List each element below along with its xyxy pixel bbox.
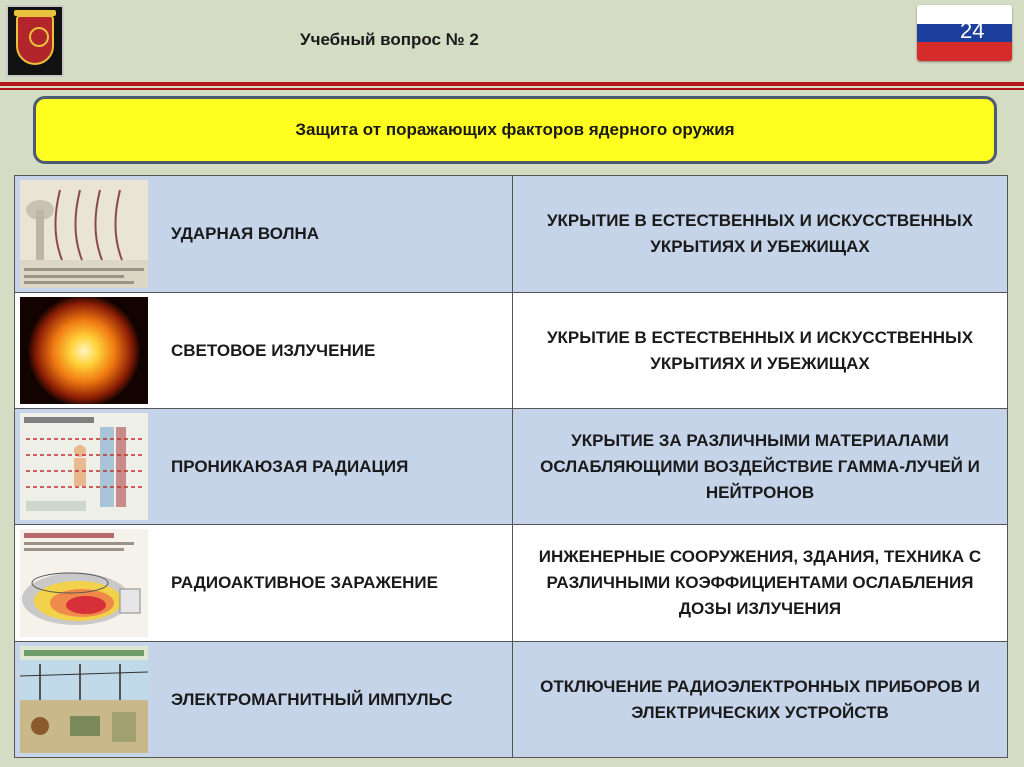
header-divider-thin — [0, 88, 1024, 90]
table-row — [15, 525, 1007, 642]
penetrating-radiation-diagram-icon — [20, 413, 148, 520]
factor-cell — [15, 293, 512, 408]
table-row — [15, 409, 1007, 525]
protection-cell: УКРЫТИЕ В ЕСТЕСТВЕННЫХ И ИСКУССТВЕННЫХ УКРЫТИЯХ И УБЕЖИЩАХ — [512, 176, 1007, 292]
contamination-zone-diagram-icon — [20, 529, 148, 637]
page-number: 24 — [960, 18, 985, 43]
protection-cell: УКРЫТИЕ В ЕСТЕСТВЕННЫХ И ИСКУССТВЕННЫХ УКРЫТИЯХ И УБЕЖИЩАХ — [512, 293, 1007, 408]
table-row — [15, 293, 1007, 409]
table-row — [15, 642, 1007, 757]
protection-cell: ОТКЛЮЧЕНИЕ РАДИОЭЛЕКТРОННЫХ ПРИБОРОВ И ЭЛЕКТРИЧЕСКИХ УСТРОЙСТВ — [512, 642, 1007, 757]
factor-cell — [15, 642, 512, 757]
factor-label: ЭЛЕКТРОМАГНИТНЫЙ ИМПУЛЬС — [171, 689, 453, 709]
factor-cell — [15, 176, 512, 292]
protection-table — [14, 175, 1008, 758]
electromagnetic-pulse-diagram-icon — [20, 646, 148, 753]
table-row — [15, 176, 1007, 293]
factor-label: УДАРНАЯ ВОЛНА — [171, 224, 320, 243]
factor-cell — [15, 409, 512, 524]
factor-label: СВЕТОВОЕ ИЗЛУЧЕНИЕ — [171, 340, 376, 360]
light-flash-icon — [20, 297, 148, 404]
factor-cell — [15, 525, 512, 641]
protection-cell: ИНЖЕНЕРНЫЕ СООРУЖЕНИЯ, ЗДАНИЯ, ТЕХНИКА С РАЗЛИЧНЫМИ КОЭФФИЦИЕНТАМИ ОСЛАБЛЕНИЯ ДОЗЫ ИЗЛУЧЕНИЯ — [512, 525, 1007, 641]
topic-banner — [33, 96, 997, 164]
shock-wave-diagram-icon — [20, 180, 148, 288]
factor-label: РАДИОАКТИВНОЕ ЗАРАЖЕНИЕ — [171, 573, 438, 592]
topic-banner-text: Защита от поражающих факторов ядерного оружия — [295, 120, 735, 139]
emblem-logo — [6, 5, 64, 77]
ring-icon — [29, 27, 49, 47]
page-title: Учебный вопрос № 2 — [300, 30, 479, 49]
header-divider — [0, 82, 1024, 86]
protection-cell: УКРЫТИЕ ЗА РАЗЛИЧНЫМИ МАТЕРИАЛАМИ ОСЛАБЛЯЮЩИМИ ВОЗДЕЙСТВИЕ ГАММА-ЛУЧЕЙ И НЕЙТРОНОВ — [512, 409, 1007, 524]
factor-label: ПРОНИКАЮЗАЯ РАДИАЦИЯ — [171, 456, 409, 476]
